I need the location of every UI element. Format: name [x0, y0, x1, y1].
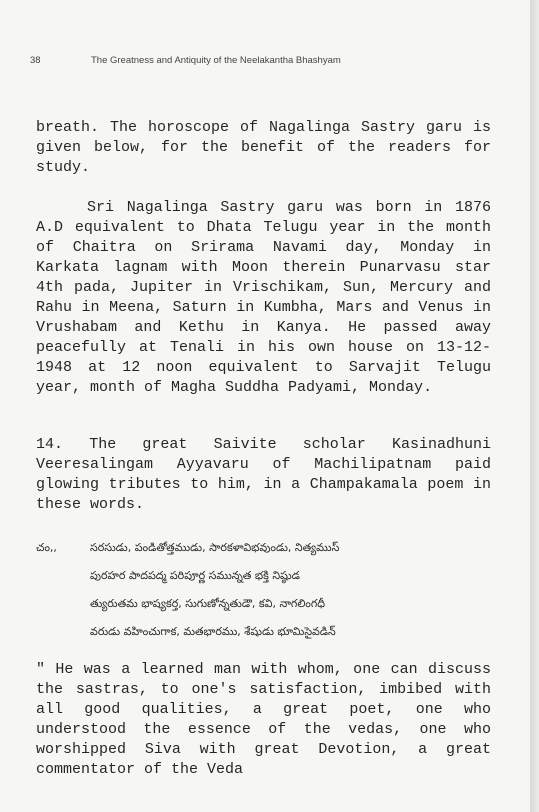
paragraph-birth-details: Sri Nagalinga Sastry garu was born in 1876 A.D equivalent to Dhata Telugu year in the month of Chaitra on Srirama Navami day, Monday in Karkata lagnam with Moon therein Punarvasu star 4th pada, Jupiter in Vrischikam, Sun, Mercury and Rahu in Meena, Saturn in Kumbha, Mars and Venus in Vrushabam and Kethu in Kanya. He passed away peacefully at Tenali in his own house on 13-12-1948 at 12 noon equivalent to Sarvajit Telugu year, month of Magha Suddha Padyami, Monday.	[36, 199, 491, 396]
paragraph-quote: " He was a learned man with whom, one can discuss the sastras, to one's satisfaction, imbibed with all good qualities, a great poet, one who understood the essence of the vedas, one who worshipped Siva with great Devotion, a great commentator of the Veda	[36, 661, 491, 778]
poem-meter-label: చం,,	[36, 541, 57, 554]
page-header	[0, 55, 530, 69]
poem-lines	[90, 534, 339, 646]
page-edge	[530, 0, 539, 812]
page-number: 38	[30, 55, 41, 66]
paragraph-tribute: 14. The great Saivite scholar Kasinadhuni Veeresalingam Ayyavaru of Machilipatnam paid glowing tributes to him, in a Champakamala poem in these words.	[36, 436, 491, 513]
poem-line: వరుడు వహించుగాక, మతభారము, శేషుడు భూమిసైవడిన్	[90, 625, 336, 638]
running-title: The Greatness and Antiquity of the Neelakantha Bhashyam	[91, 55, 341, 66]
poem-line: త్యురుతమ భాష్యకర్త, సుగుణోన్నతుడౌ, కవి, నాగలింగధీ	[90, 597, 326, 610]
paragraph-horoscope-intro: breath. The horoscope of Nagalinga Sastry garu is given below, for the benefit of the readers for study.	[36, 119, 491, 176]
poem-line: పురహర పాదపద్మ పరిపూర్ణ సమున్నత భక్తి నిష్ఠుడ	[90, 569, 300, 582]
poem-line: సరసుడు, పండితోత్తముడు, సారకళావిభవుండు, నిత్యముస్	[90, 541, 340, 554]
